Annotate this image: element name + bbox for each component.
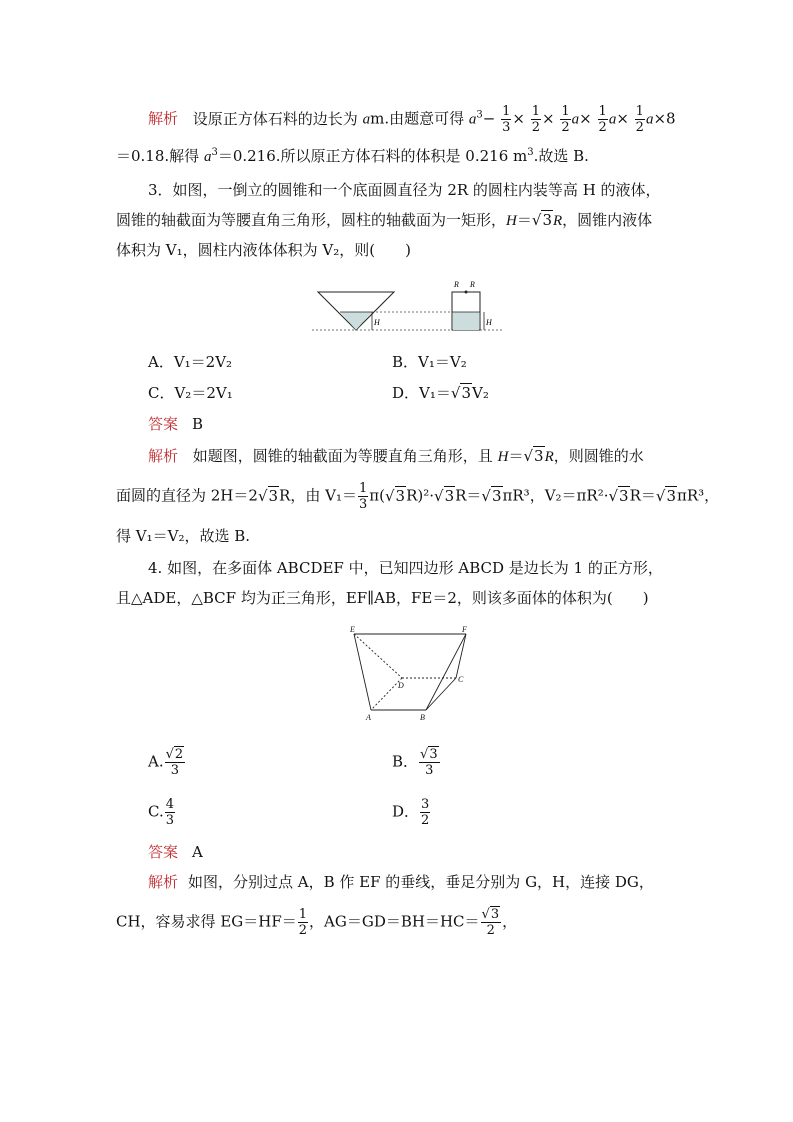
- q3-stem-line2: 圆锥的轴截面为等腰直角三角形，圆柱的轴截面为一矩形，H＝√3R，圆锥内液体: [116, 211, 653, 229]
- q4-answer: 答案 A: [148, 843, 203, 861]
- analysis-label: 解析: [148, 109, 179, 128]
- polyhedron-diagram: [354, 634, 466, 710]
- q4-stem-line1: 4. 如图，在多面体 ABCDEF 中，已知四边形 ABCD 是边长为 1 的正方形，: [148, 559, 663, 577]
- q3-stem-line1: 3．如图，一倒立的圆锥和一个底面圆直径为 2R 的圆柱内装等高 H 的液体，: [148, 181, 661, 199]
- q4-option-b[interactable]: B． $\frac{√3}{3}$: [392, 747, 438, 778]
- q3-analysis-line1: 解析 如题图，圆锥的轴截面为等腰直角三角形，且 H＝√3R，则圆锥的水: [148, 447, 644, 465]
- q3-option-d[interactable]: D．V₁＝√3V₂: [392, 384, 489, 402]
- label-A: A: [366, 713, 371, 722]
- q3-stem-line3: 体积为 V₁，圆柱内液体体积为 V₂，则( ): [116, 241, 411, 259]
- q4-figure: [346, 624, 486, 724]
- label-B: B: [420, 713, 425, 722]
- fraction: $\frac{1}{3}$: [358, 481, 368, 512]
- q4-analysis-line2: CH，容易求得 EG＝HF＝ $\frac{1}{2}$ ，AG＝GD＝BH＝HC＝ $\frac{√3}{2}$ ，: [116, 907, 518, 938]
- q3-analysis-line3: 得 V₁＝V₂，故选 B.: [116, 527, 251, 545]
- label-H2: H: [486, 318, 492, 327]
- label-F: F: [462, 625, 467, 634]
- fraction: $\frac{4}{3}$: [165, 797, 174, 828]
- label-D: D: [398, 681, 404, 690]
- q3-answer: 答案 B: [148, 415, 204, 433]
- fraction: $\frac{1}{2}$: [635, 104, 644, 135]
- q3-option-c[interactable]: C．V₂＝2V₁: [148, 384, 233, 402]
- fraction: $\frac{√3}{3}$: [420, 747, 438, 778]
- fraction: $\frac{1}{2}$: [531, 104, 541, 135]
- q4-option-d[interactable]: D． $\frac{3}{2}$: [392, 797, 430, 828]
- q2-analysis-line1: 解析 设原正方体石料的边长为 am.由题意可得 $a^3-$ $\frac{1}{3}$ × $\frac{1}{2}$ × $\frac{1}{2}$ a× $\frac{1}{2}$ a× $\frac{1}{2}$ a×8: [148, 104, 676, 135]
- label-C: C: [458, 675, 464, 684]
- cylinder-diagram: [452, 280, 493, 330]
- q2-analysis-line2: ＝0.18.解得 $a^3=0.216$.所以原正方体石料的体积是 0.216 $m^3$.故选 B.: [116, 147, 589, 165]
- label-R1: R: [454, 280, 459, 289]
- fraction: $\frac{√3}{2}$: [481, 907, 500, 938]
- label-R2: R: [470, 280, 475, 289]
- label-H1: H: [374, 318, 380, 327]
- q4-option-a[interactable]: A. $\frac{√2}{3}$: [148, 747, 184, 778]
- fraction: $\frac{√2}{3}$: [165, 747, 184, 778]
- q3-figure: [312, 278, 512, 338]
- q4-stem-line2: 且△ADE，△BCF 均为正三角形，EF∥AB，FE＝2，则该多面体的体积为( ): [116, 589, 649, 607]
- fraction: $\frac{1}{2}$: [598, 104, 607, 135]
- q4-option-c[interactable]: C. $\frac{4}{3}$: [148, 797, 174, 828]
- q3-analysis-line2: 面圆的直径为 2H＝2√3R，由 V₁＝ $\frac{1}{3}$ π(√3R)²·√3R＝√3πR³，V₂＝πR²·√3R＝√3πR³，: [116, 481, 720, 512]
- fraction: $\frac{1}{3}$: [502, 104, 511, 135]
- fraction: $\frac{1}{2}$: [298, 907, 308, 938]
- label-E: E: [350, 625, 355, 634]
- q3-option-a[interactable]: A．V₁＝2V₂: [148, 353, 233, 371]
- q4-analysis-line1: 解析 如图，分别过点 A，B 作 EF 的垂线，垂足分别为 G，H，连接 DG，: [148, 873, 654, 891]
- fraction: $\frac{3}{2}$: [421, 797, 430, 828]
- fraction: $\frac{1}{2}$: [561, 104, 570, 135]
- q3-option-b[interactable]: B．V₁＝V₂: [392, 353, 467, 371]
